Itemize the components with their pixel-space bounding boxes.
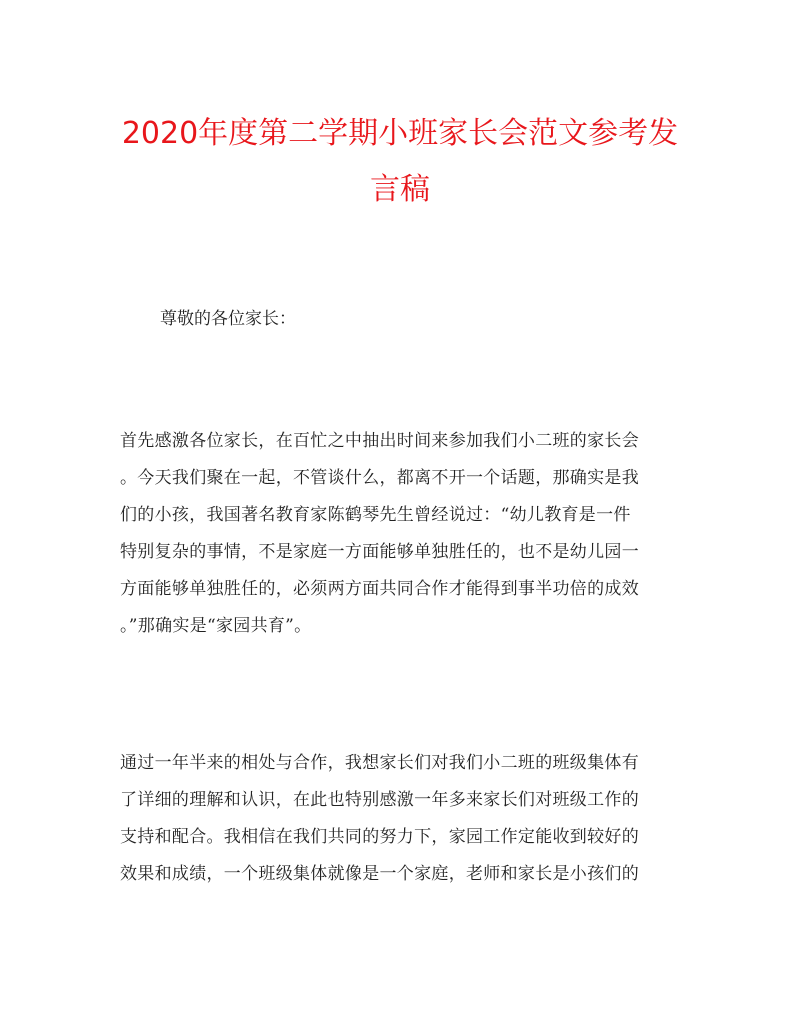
salutation: 尊敬的各位家长： [160,309,296,329]
paragraph-1 [120,423,680,645]
paragraph-line: 通过一年半来的相处与合作，我想家长们对我们小二班的班级集体有 [120,753,639,773]
document-title-line-1: 2020年度第二学期小班家长会范文参考发 [121,116,679,151]
paragraph-line: 。”那确实是“家园共育”。 [120,616,312,636]
paragraph-line: 首先感激各位家长，在百忙之中抽出时间来参加我们小二班的家长会 [120,431,639,451]
paragraph-line: 们的小孩，我国著名教育家陈鹤琴先生曾经说过：“幼儿教育是一件 [120,505,631,525]
paragraph-line: 了详细的理解和认识，在此也特别感激一年多来家长们对班级工作的 [120,790,639,810]
paragraph-line: 。今天我们聚在一起，不管谈什么，都离不开一个话题，那确实是我 [120,468,639,488]
paragraph-line: 效果和成绩，一个班级集体就像是一个家庭，老师和家长是小孩们的 [120,864,639,884]
paragraph-line: 支持和配合。我相信在我们共同的努力下，家园工作定能收到较好的 [120,827,639,847]
paragraph-line: 特别复杂的事情，不是家庭一方面能够单独胜任的，也不是幼儿园一 [120,542,639,562]
document-title-line-2: 言稿 [370,172,430,207]
paragraph-2 [120,745,680,893]
paragraph-line: 方面能够单独胜任的，必须两方面共同合作才能得到事半功倍的成效 [120,579,639,599]
